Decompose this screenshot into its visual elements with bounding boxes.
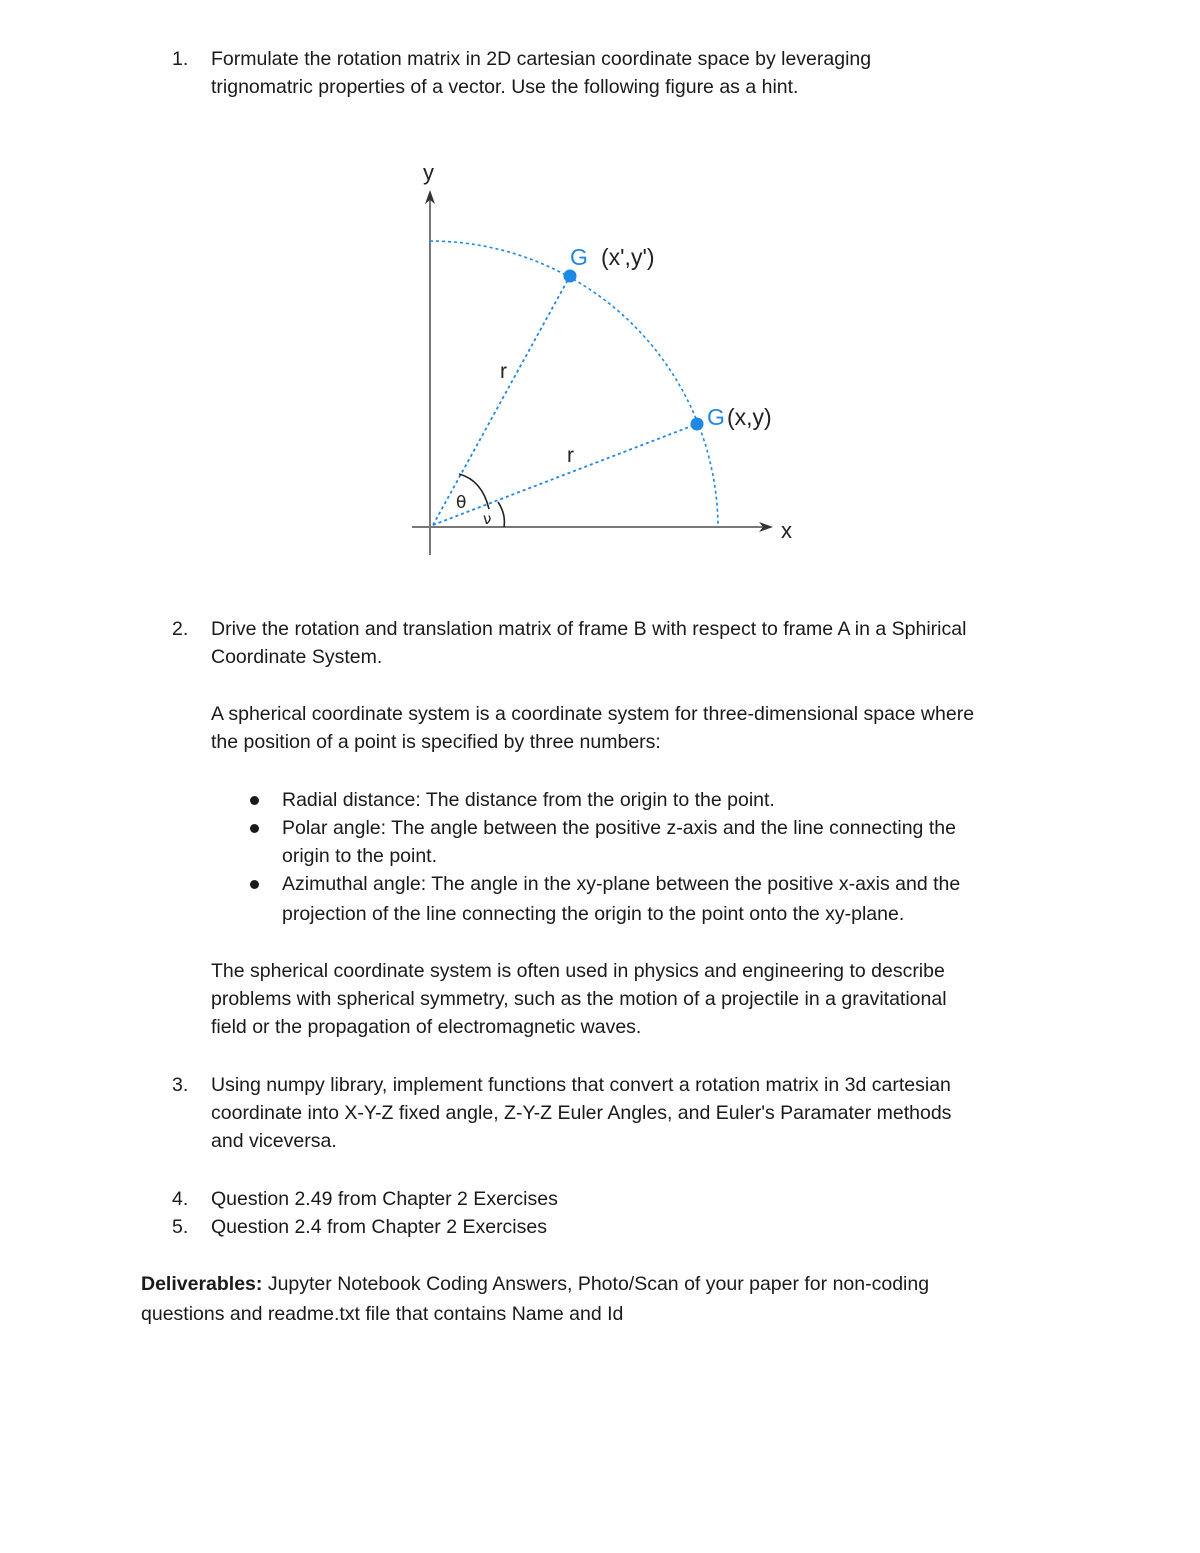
question-1-number: 1. <box>172 48 189 70</box>
rotation-figure <box>400 150 820 570</box>
bullet-text: Radial distance: The distance from the origin to the point. <box>282 789 775 811</box>
question-5-number: 5. <box>172 1216 189 1238</box>
point-g-letter: G <box>707 404 725 430</box>
radius-line-upper <box>433 276 570 525</box>
bullet-text-continued: projection of the line connecting the origin to the point onto the xy-plane. <box>282 903 905 925</box>
radius-arc <box>430 241 718 527</box>
question-3-line-2: coordinate into X-Y-Z fixed angle, Z-Y-Z Euler Angles, and Euler's Paramater methods <box>211 1102 952 1124</box>
question-1-line-2: trignomatric properties of a vector. Use the following figure as a hint. <box>211 76 799 98</box>
deliverables-text-1: Jupyter Notebook Coding Answers, Photo/Scan of your paper for non-coding <box>267 1273 930 1295</box>
bullet-text-continued: origin to the point. <box>282 845 438 867</box>
question-3-line-3: and viceversa. <box>211 1130 337 1152</box>
theta-label: θ <box>456 493 467 513</box>
spherical-outro-line-3: field or the propagation of electromagnetic waves. <box>211 1016 642 1038</box>
bullet-dot <box>250 824 259 833</box>
spherical-intro-line-1: A spherical coordinate system is a coordinate system for three-dimensional space where <box>211 703 975 725</box>
question-4-text: Question 2.49 from Chapter 2 Exercises <box>211 1188 558 1210</box>
radius-label-upper: r <box>500 360 507 383</box>
nu-label: ν <box>483 510 492 528</box>
bullet-text: Polar angle: The angle between the positive z-axis and the line connecting the <box>282 817 956 839</box>
deliverables-line-2: questions and readme.txt file that contains Name and Id <box>141 1303 624 1325</box>
radius-line-lower <box>433 424 697 525</box>
question-3-number: 3. <box>172 1074 189 1096</box>
question-2-line-1: Drive the rotation and translation matrix of frame B with respect to frame A in a Sphirical <box>211 618 967 640</box>
question-5-text: Question 2.4 from Chapter 2 Exercises <box>211 1216 547 1238</box>
bullet-dot <box>250 796 259 805</box>
question-4-number: 4. <box>172 1188 189 1210</box>
nu-arc <box>498 502 504 527</box>
bullet-text: Azimuthal angle: The angle in the xy-plane between the positive x-axis and the <box>282 873 961 895</box>
point-g-prime <box>564 270 577 283</box>
point-g-prime-letter: G <box>570 244 588 270</box>
bullet-dot <box>250 880 259 889</box>
question-2-number: 2. <box>172 618 189 640</box>
question-1-line-1: Formulate the rotation matrix in 2D cartesian coordinate space by leveraging <box>211 48 872 70</box>
question-3-line-1: Using numpy library, implement functions that convert a rotation matrix in 3d cartesian <box>211 1074 951 1096</box>
point-g-prime-coords: (x',y') <box>601 244 655 270</box>
spherical-intro-line-2: the position of a point is specified by three numbers: <box>211 731 661 753</box>
spherical-outro-line-1: The spherical coordinate system is often used in physics and engineering to describe <box>211 960 945 982</box>
radius-label-lower: r <box>567 444 574 467</box>
y-axis-label: y <box>423 160 434 185</box>
point-g-coords: (x,y) <box>727 404 772 430</box>
spherical-outro-line-2: problems with spherical symmetry, such as the motion of a projectile in a gravitational <box>211 988 947 1010</box>
deliverables-line-1 <box>141 1270 1061 1299</box>
deliverables-label: Deliverables: <box>141 1273 263 1295</box>
question-2-line-2: Coordinate System. <box>211 646 383 668</box>
point-g <box>691 418 704 431</box>
x-axis-label: x <box>781 518 792 543</box>
